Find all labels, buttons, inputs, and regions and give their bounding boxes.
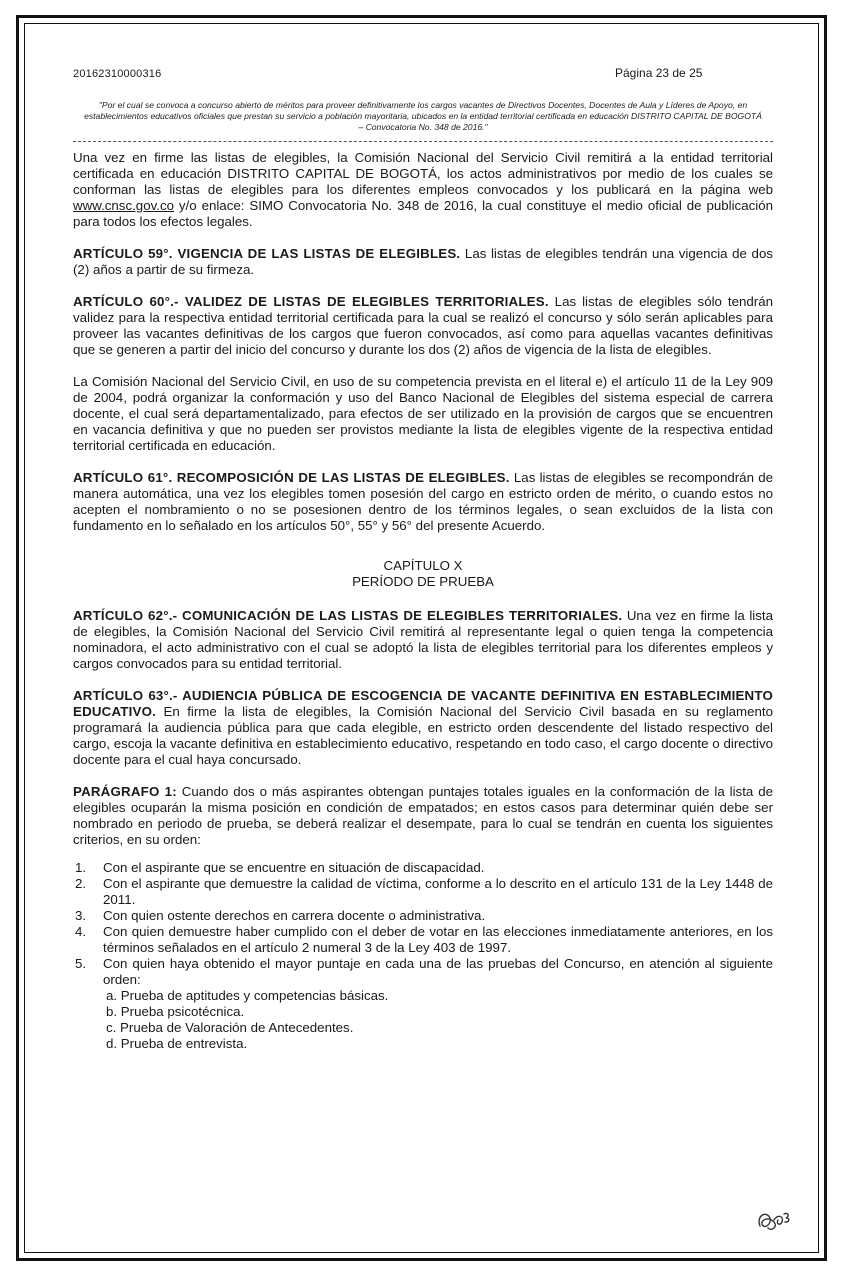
article-62-title: ARTÍCULO 62°.- COMUNICACIÓN DE LAS LISTAS DE ELEGIBLES TERRITORIALES. [73, 608, 623, 623]
sub-criteria-list [103, 988, 773, 1052]
sub-list-item: c. Prueba de Valoración de Antecedentes. [106, 1020, 354, 1035]
cnsc-link[interactable]: www.cnsc.gov.co [73, 198, 174, 213]
article-59-title: ARTÍCULO 59°. VIGENCIA DE LAS LISTAS DE ELEGIBLES. [73, 246, 461, 261]
list-item: 4. Con quien demuestre haber cumplido con el deber de votar en las elecciones inmediatamente anteriores, en los términos señalados en el artículo 2 numeral 3 de la Ley 403 de 1997. [75, 924, 773, 955]
article-59: ARTÍCULO 59°. VIGENCIA DE LAS LISTAS DE ELEGIBLES. Las listas de elegibles tendrán una vigencia de dos (2) años a partir de su firmeza. [73, 246, 773, 277]
article-61-title: ARTÍCULO 61°. RECOMPOSICIÓN DE LAS LISTAS DE ELEGIBLES. [73, 470, 510, 485]
list-item: 2. Con el aspirante que demuestre la calidad de víctima, conforme a lo descrito en el artículo 131 de la Ley 1448 de 2011. [75, 876, 773, 907]
article-63: ARTÍCULO 63°.- AUDIENCIA PÚBLICA DE ESCOGENCIA DE VACANTE DEFINITIVA EN ESTABLECIMIENTO EDUCATIVO. En firme la lista de elegibles, la Comisión Nacional del Servicio Civil basada en su reglamento programará la audiencia pública para que cada elegible, en estricto orden descendente del listado respectivo del cargo, escoja la vacante definitiva en establecimiento educativo, respetando en todo caso, el cargo docente o directivo docente para el cual haya concursado. [73, 688, 773, 767]
chapter-heading [73, 558, 773, 590]
paragraph-intro: Una vez en firme las listas de elegibles, la Comisión Nacional del Servicio Civil remitirá a la entidad territorial certificada en educación DISTRITO CAPITAL DE BOGOTÁ, los actos administrativos por medio de los cuales se conforman las listas de elegibles para los diferentes empleos convocados y los publicará en la página web www.cnsc.gov.co y/o enlace: SIMO Convocatoria No. 348 de 2016, la cual constituye el medio oficial de publicación para todos los efectos legales. [73, 150, 773, 229]
sub-list-item: d. Prueba de entrevista. [106, 1036, 248, 1051]
article-60: ARTÍCULO 60°.- VALIDEZ DE LISTAS DE ELEGIBLES TERRITORIALES. Las listas de elegibles sólo tendrán validez para la respectiva entidad territorial certificada para la cual se realizó el concurso y sólo serán aplicables para proveer las vacantes definitivas de los cargos que fueron convocados, así como para aquellas vacantes definitivas que se generen a partir del inicio del concurso y durante los dos (2) años de vigencia de la lista de elegibles. [73, 294, 773, 357]
header [73, 60, 773, 82]
list-item: 3. Con quien ostente derechos en carrera docente o administrativa. [75, 908, 486, 923]
document-subtitle: "Por el cual se convoca a concurso abierto de méritos para proveer definitivamente los cargos vacantes de Directivos Docentes, Docentes de Aula y Líderes de Apoyo, en establecimientos educativos oficiales que prestan su servicio a población mayoritaria, ubicados en la entidad territorial certificada en educación DISTRITO CAPITAL DE BOGOTÁ – Convocatoria No. 348 de 2016." [84, 100, 762, 132]
article-63-title: ARTÍCULO 63°.- AUDIENCIA PÚBLICA DE ESCOGENCIA DE VACANTE DEFINITIVA EN ESTABLECIMIENTO EDUCATIVO. [73, 688, 773, 719]
list-item: 5. Con quien haya obtenido el mayor puntaje en cada una de las pruebas del Concurso, en atención al siguiente orden: a. Prueba de aptitudes y competencias básicas. b. Prueba psicotécnica. c. Prueba de Valoración de Antecedentes. d. Prueba de entrevista. [75, 956, 773, 1051]
list-item: 1. Con el aspirante que se encuentre en situación de discapacidad. [75, 860, 485, 875]
article-61: ARTÍCULO 61°. RECOMPOSICIÓN DE LAS LISTAS DE ELEGIBLES. Las listas de elegibles se recompondrán de manera automática, una vez los elegibles tomen posesión del cargo en estricto orden de mérito, o cuando estos no acepten el nombramiento o no se posesionen dentro de los términos legales, o sean excluidos de la lista con fundamento en lo señalado en los artículos 50°, 55° y 56° del presente Acuerdo. [73, 470, 773, 533]
tiebreak-criteria-list [73, 860, 773, 1052]
sub-list-item: a. Prueba de aptitudes y competencias básicas. [106, 988, 389, 1003]
sub-list-item: b. Prueba psicotécnica. [106, 1004, 245, 1019]
chapter-number: CAPÍTULO X [383, 558, 463, 573]
article-60-paragraph-2: La Comisión Nacional del Servicio Civil, en uso de su competencia prevista en el literal e) el artículo 11 de la Ley 909 de 2004, podrá organizar la conformación y uso del Banco Nacional de Elegibles del sistema especial de carrera docente, el cual será departamentalizado, para efectos de ser utilizado en la provisión de cargos que se encuentren en vacancia definitiva y que no pueden ser provistos mediante la lista de elegibles vigente de la respectiva entidad territorial certificada en educación. [73, 374, 773, 453]
paragrafo-1: PARÁGRAFO 1: Cuando dos o más aspirantes obtengan puntajes totales iguales en la conformación de la lista de elegibles ocuparán la misma posición en condición de empatados; en estos casos para determinar quién debe ser nombrado en periodo de prueba, se deberá realizar el desempate, para lo cual se tendrán en cuenta los siguientes criterios, en su orden: [73, 784, 773, 847]
document-body [73, 150, 773, 1052]
paragrafo-1-title: PARÁGRAFO 1: [73, 784, 177, 799]
initials-signature [752, 1196, 796, 1240]
page-number: Página 23 de 25 [615, 66, 703, 80]
document-page [73, 60, 773, 1052]
document-id: 20162310000316 [73, 68, 162, 80]
chapter-title: PERÍODO DE PRUEBA [352, 574, 494, 589]
article-62: ARTÍCULO 62°.- COMUNICACIÓN DE LAS LISTAS DE ELEGIBLES TERRITORIALES. Una vez en firme la lista de elegibles, la Comisión Nacional del Servicio Civil remitirá al representante legal o quien tenga la competencia nominadora, el acto administrativo con el cual se adoptó la lista de elegibles territorial para los diferentes empleos y cargos convocados para su entidad territorial. [73, 608, 773, 671]
article-60-title: ARTÍCULO 60°.- VALIDEZ DE LISTAS DE ELEGIBLES TERRITORIALES. [73, 294, 549, 309]
header-divider [73, 141, 773, 142]
